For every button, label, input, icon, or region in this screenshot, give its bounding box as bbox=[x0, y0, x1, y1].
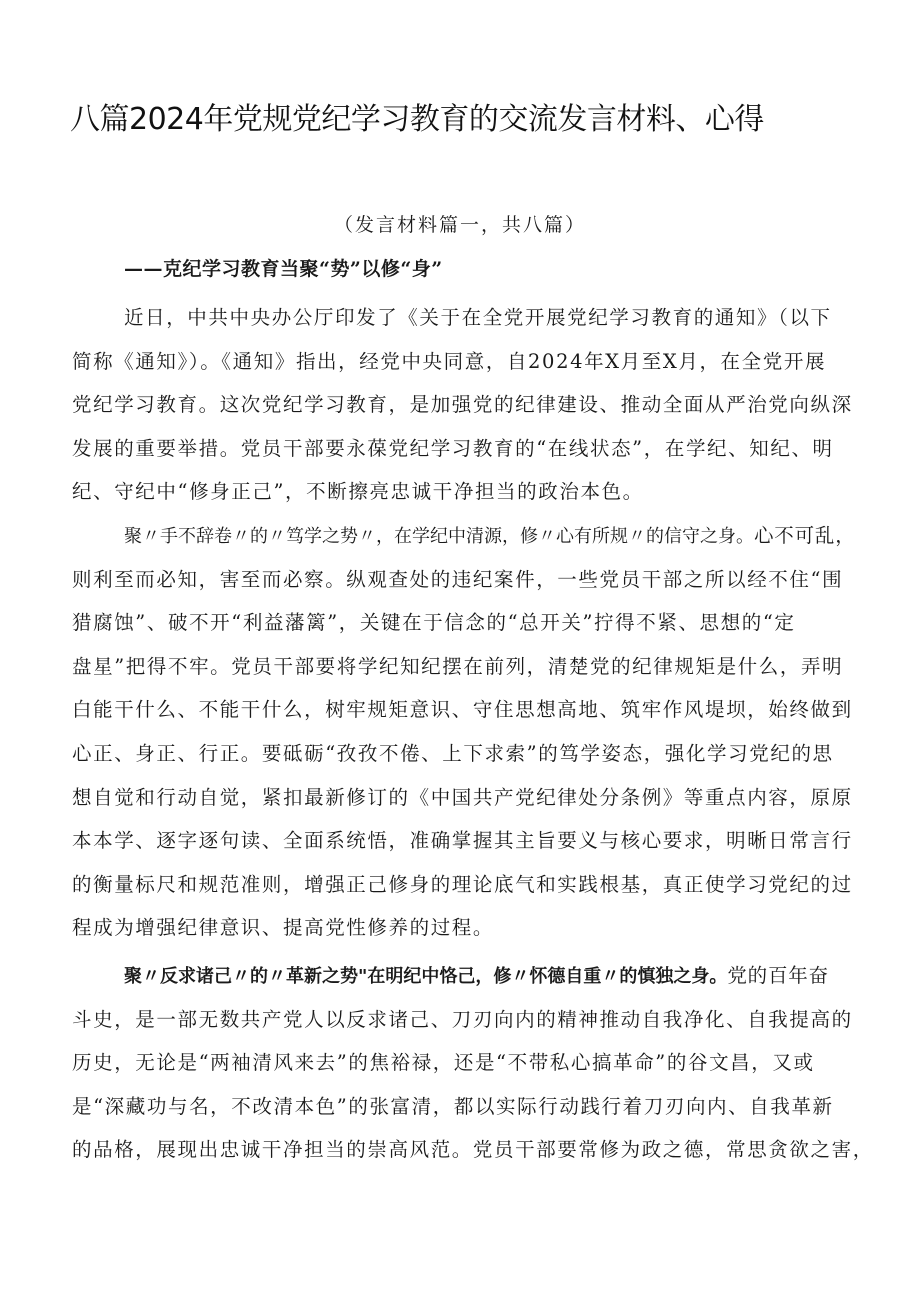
paragraph-line: 纪、守纪中“修身正己”，不断擦亮忠诚干净担当的政治本色。 bbox=[72, 480, 644, 504]
paragraph-line: 猎腐蚀”、破不开“利益藩篱”，关键在于信念的“总开关”拧得不紧、思想的“定 bbox=[72, 611, 796, 635]
document-title: 八篇2024年党规党纪学习教育的交流发言材料、心得 bbox=[70, 102, 764, 137]
paragraph-3 bbox=[72, 954, 874, 1172]
paragraph-first-line bbox=[72, 954, 858, 998]
paragraph-line: 盘星”把得不牢。党员干部要将学纪知纪摆在前列，清楚党的纪律规矩是什么，弄明 bbox=[72, 654, 844, 678]
paragraph-line: 是“深藏功与名，不改清本色”的张富清，都以实际行动践行着刀刃向内、自我革新 bbox=[72, 1094, 834, 1118]
paragraph-line: 发展的重要举措。党员干部要永葆党纪学习教育的“在线状态”，在学纪、知纪、明 bbox=[72, 436, 834, 460]
paragraph-line-rest: 党的百年奋 bbox=[727, 964, 829, 987]
paragraph-1 bbox=[72, 296, 858, 514]
paragraph-line: 党纪学习教育。这次党纪学习教育，是加强党的纪律建设、推动全面从严治党向纵深 bbox=[72, 393, 853, 417]
paragraph-line-rest: 心不可乱， bbox=[754, 524, 856, 547]
paragraph-line: 本本学、逐字逐句读、全面系统悟，准确掌握其主旨要义与核心要求，明晰日常言行 bbox=[72, 829, 853, 853]
paragraph-line: 的品格，展现出忠诚干净担当的崇高风范。党员干部要常修为政之德，常思贪欲之害， bbox=[72, 1138, 874, 1162]
paragraph-first-line bbox=[72, 514, 858, 558]
paragraph-line: 历史，无论是“两袖清风来去”的焦裕禄，还是“不带私心搞革命”的谷文昌，又或 bbox=[72, 1051, 815, 1075]
paragraph-line: 程成为增强纪律意识、提高党性修养的过程。 bbox=[72, 916, 495, 940]
paragraph-line: 白能干什么、不能干什么，树牢规矩意识、守住思想高地、筑牢作风堤坝，始终做到 bbox=[72, 698, 853, 722]
paragraph-line: 想自觉和行动自觉，紧扣最新修订的《中国共产党纪律处分条例》等重点内容，原原 bbox=[72, 785, 853, 809]
paragraph-lead: 聚〃手不辞卷〃的〃笃学之势〃，在学纪中清源，修〃心有所规〃的信守之身。 bbox=[124, 526, 754, 547]
paragraph-line: 的衡量标尺和规范准则，增强正己修身的理论底气和实践根基，真正使学习党纪的过 bbox=[72, 872, 853, 896]
paragraph-line: 心正、身正、行正。要砥砺“孜孜不倦、上下求索”的笃学姿态，强化学习党纪的思 bbox=[72, 741, 834, 765]
paragraph-line: 简称《通知》）。《通知》指出，经党中央同意，自2024年X月至X月，在全党开展 bbox=[72, 349, 827, 373]
document-tagline: ——克纪学习教育当聚“势”以修“身” bbox=[124, 258, 443, 280]
paragraph-line: 近日，中共中央办公厅印发了《关于在全党开展党纪学习教育的通知》（以下 bbox=[124, 306, 832, 329]
document-subhead: （发言材料篇一，共八篇） bbox=[333, 214, 586, 236]
paragraph-line: 斗史，是一部无数共产党人以反求诸己、刀刃向内的精神推动自我净化、自我提高的 bbox=[72, 1007, 853, 1031]
paragraph-2 bbox=[72, 514, 858, 950]
paragraph-line: 则利至而必知，害至而必察。纵观查处的违纪案件，一些党员干部之所以经不住“围 bbox=[72, 567, 844, 591]
paragraph-lead: 聚〃反求诸己〃的〃革新之势"在明纪中恪己，修〃怀德自重〃的慎独之身。 bbox=[124, 966, 728, 987]
